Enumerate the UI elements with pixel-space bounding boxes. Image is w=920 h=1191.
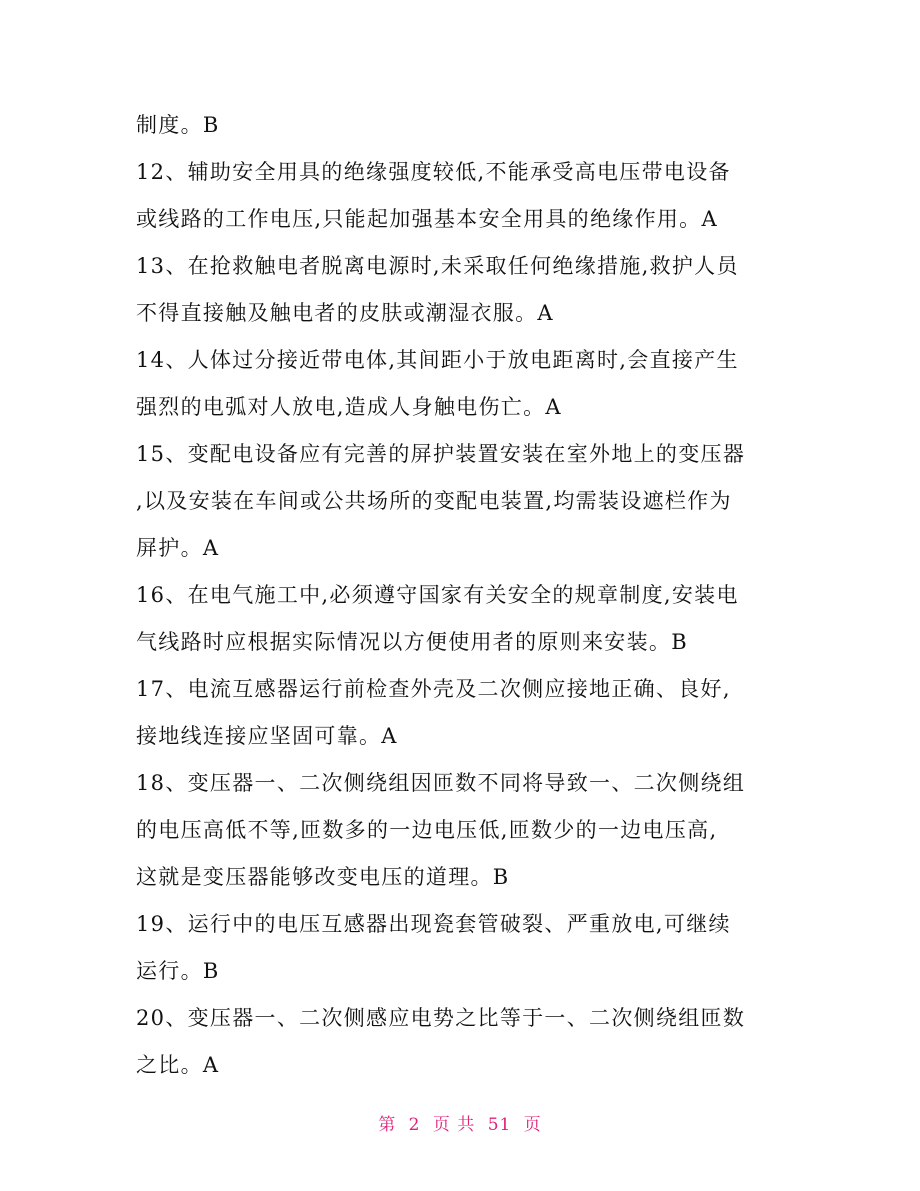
page-middle: 页 共 (432, 1115, 476, 1135)
text-line: 不得直接触及触电者的皮肤或潮湿衣服。A (136, 301, 554, 325)
text-line: 这就是变压器能够改变电压的道理。B (136, 865, 510, 889)
text-line: 运行。B (136, 959, 220, 983)
text-line: 12、辅助安全用具的绝缘强度较低,不能承受高电压带电设备 (136, 160, 731, 184)
document-body (136, 102, 788, 1089)
text-line: 的电压高低不等,匝数多的一边电压低,匝数少的一边电压高, (136, 818, 718, 842)
text-line: 气线路时应根据实际情况以方便使用者的原则来安装。B (136, 630, 688, 654)
text-line: 接地线连接应坚固可靠。A (136, 724, 398, 748)
text-line: 14、人体过分接近带电体,其间距小于放电距离时,会直接产生 (136, 348, 739, 372)
text-line: 18、变压器一、二次侧绕组因匝数不同将导致一、二次侧绕组 (136, 771, 746, 795)
text-line: 制度。B (136, 113, 220, 137)
text-line: 20、变压器一、二次侧感应电势之比等于一、二次侧绕组匝数 (136, 1006, 746, 1030)
total-pages: 51 (487, 1115, 512, 1135)
text-line: 15、变配电设备应有完善的屏护装置安装在室外地上的变压器 (136, 442, 746, 466)
text-line: 19、运行中的电压互感器出现瓷套管破裂、严重放电,可继续 (136, 912, 731, 936)
page-suffix: 页 (523, 1115, 542, 1135)
text-line: 13、在抢救触电者脱离电源时,未采取任何绝缘措施,救护人员 (136, 254, 739, 278)
page-number: 2 (408, 1115, 421, 1135)
text-line: 或线路的工作电压,只能起加强基本安全用具的绝缘作用。A (136, 207, 718, 231)
text-line: 17、电流互感器运行前检查外壳及二次侧应接地正确、良好, (136, 677, 731, 701)
text-line: 屏护。A (136, 536, 220, 560)
text-line: ,以及安装在车间或公共场所的变配电装置,均需装设遮栏作为 (136, 489, 732, 513)
page-footer (0, 1110, 920, 1135)
text-line: 强烈的电弧对人放电,造成人身触电伤亡。A (136, 395, 562, 419)
page-prefix: 第 (378, 1115, 397, 1135)
text-line: 之比。A (136, 1053, 220, 1077)
text-line: 16、在电气施工中,必须遵守国家有关安全的规章制度,安装电 (136, 583, 739, 607)
